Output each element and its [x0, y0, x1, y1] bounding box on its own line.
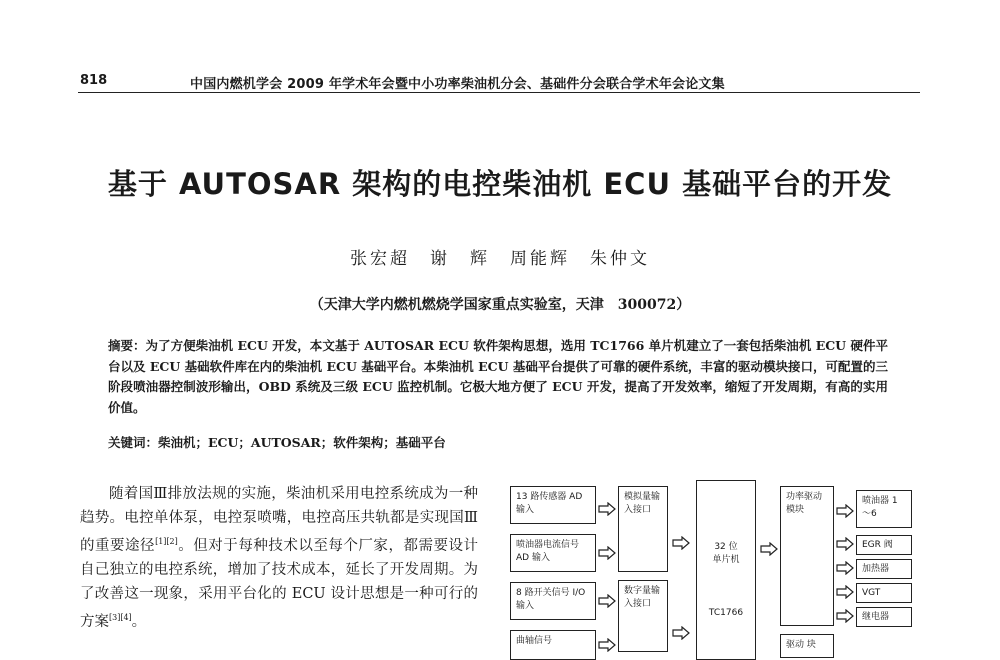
paper-affiliation: （天津大学内燃机燃烧学国家重点实验室，天津 300072）: [309, 297, 691, 313]
citation-ref: [1][2]: [155, 537, 178, 546]
analog-input-interface: 模拟量输入接口: [618, 486, 668, 572]
arrow-icon: [836, 537, 854, 551]
output-relay: 继电器: [856, 607, 912, 627]
arrow-icon: [760, 542, 778, 556]
input-box-switch: 8 路开关信号 I/O输入: [510, 582, 596, 620]
abstract-text: 为了方便柴油机 ECU 开发，本文基于 AUTOSAR ECU 软件架构思想，选用 TC1766 单片机建立了一套包括柴油机 ECU 硬件平台以及 ECU 基础软件库在内的柴油机 ECU 基础平台。本柴油机 ECU 基础平台提供了可靠的硬件系统，丰富的驱动模块接口，可配置的三阶段喷油器控制波形输出，OBD 系统及三级 ECU 监控机制。它极大地方便了 ECU 开发，提高了开发效率，缩短了开发周期，有高的实用价值。: [108, 338, 888, 415]
input-box-injector-current: 喷油器电流信号 AD 输入: [510, 534, 596, 572]
page-number: 818: [80, 73, 108, 88]
arrow-icon: [672, 626, 690, 640]
power-driver-module: 功率驱动模块: [780, 486, 834, 626]
abstract-label: 摘要：: [108, 338, 146, 353]
arrow-icon: [598, 638, 616, 652]
arrow-icon: [836, 585, 854, 599]
arrow-icon: [598, 546, 616, 560]
input-box-crank: 曲轴信号: [510, 630, 596, 660]
paper-title: 基于 AUTOSAR 架构的电控柴油机 ECU 基础平台的开发: [107, 167, 893, 201]
paper-authors: 张宏超 谢 辉 周能辉 朱仲文: [350, 249, 650, 269]
body-paragraph: [80, 482, 478, 634]
header-rule: [78, 92, 920, 93]
running-title: 中国内燃机学会 2009 年学术年会暨中小功率柴油机分会、基础件分会联合学术年会论文集: [190, 77, 725, 92]
output-injectors: 喷油器 1～6: [856, 490, 912, 528]
body-text-a: 随着国Ⅲ排放法规的实施，柴油机采用电控系统成为一种趋势。电控单体泵，电控泵喷嘴，电控高压共轨都是实现国Ⅲ的重要途径: [80, 486, 478, 554]
arrow-icon: [836, 504, 854, 518]
output-vgt: VGT: [856, 583, 912, 603]
digital-input-interface: 数字量输入接口: [618, 580, 668, 652]
arrow-icon: [672, 536, 690, 550]
abstract: [108, 336, 888, 418]
driver-block-2: 驱动 块: [780, 634, 834, 658]
mcu-label-1: 32 位: [714, 542, 738, 552]
arrow-icon: [598, 502, 616, 516]
arrow-icon: [836, 609, 854, 623]
input-box-sensors: 13 路传感器 AD 输入: [510, 486, 596, 524]
body-text-b: 。但对于每种技术以至每个厂家，都需要设计自己独立的电控系统，增加了技术成本，延长了开发周期。为了改善这一现象，采用平台化的 ECU 设计思想是一种可行的方案: [80, 537, 479, 630]
mcu-label-2: 单片机: [712, 555, 740, 565]
keywords-text: 柴油机；ECU；AUTOSAR；软件架构；基础平台: [158, 435, 446, 450]
body-text-c: 。: [131, 613, 147, 630]
keywords: [108, 433, 888, 451]
mcu-block: [696, 480, 756, 660]
mcu-label-3: TC1766: [708, 608, 744, 618]
output-heater: 加热器: [856, 559, 912, 579]
output-egr-valve: EGR 阀: [856, 535, 912, 555]
arrow-icon: [836, 561, 854, 575]
keywords-label: 关键词：: [108, 435, 159, 450]
ecu-block-diagram: [510, 486, 930, 650]
citation-ref: [3][4]: [109, 612, 132, 622]
body-column-left: [80, 482, 478, 634]
arrow-icon: [598, 594, 616, 608]
